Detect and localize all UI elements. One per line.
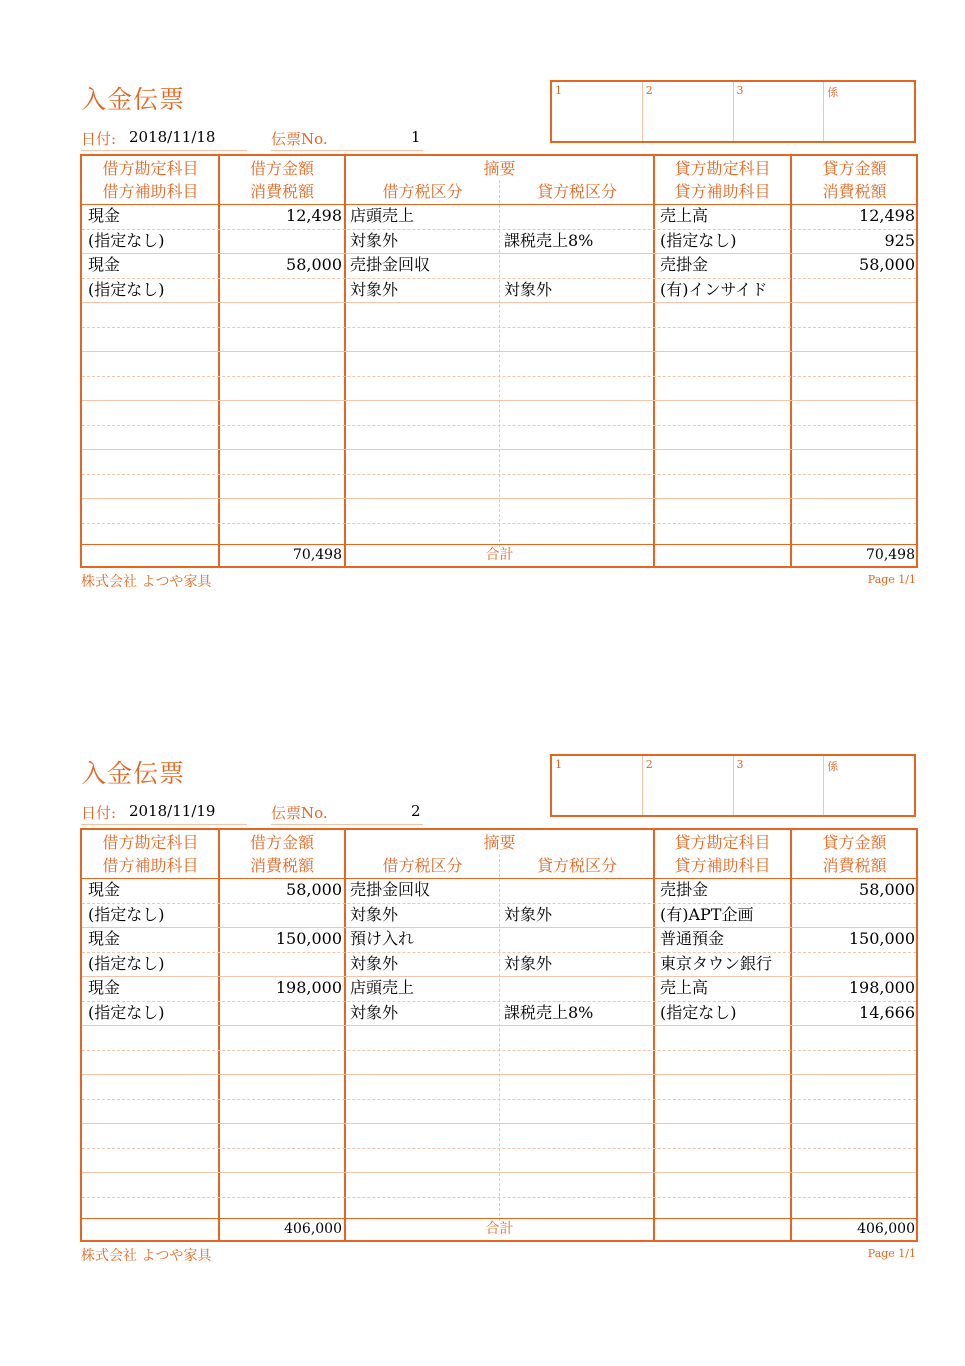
page-indicator: Page 1/1 [867,573,916,586]
debit-account: 現金 [88,880,121,899]
header-credit-sub: 貸方補助科目 [674,182,771,201]
header-debit-tax-class: 借方税区分 [382,182,463,201]
debit-amount: 12,498 [286,206,342,225]
header-summary: 摘要 [483,833,516,852]
row-divider [82,498,916,499]
header-credit-account: 貸方勘定科目 [674,833,771,852]
row-divider [82,425,916,426]
journal-table [80,828,918,1242]
debit-tax-class: 対象外 [350,1002,399,1022]
date-label: 日付: [81,130,117,148]
header-debit-sub: 借方補助科目 [102,182,199,201]
debit-total: 406,000 [284,1221,342,1237]
row-divider [82,278,916,279]
credit-sub-account: (指定なし) [660,230,737,250]
stamp-cell[interactable]: 1 [552,756,643,815]
debit-sub-account: (指定なし) [88,279,165,299]
credit-tax-class: 課税売上8% [504,1002,594,1022]
header-credit-amount: 貸方金額 [822,159,887,178]
summary-text: 店頭売上 [350,978,415,997]
column-divider [653,830,655,1240]
total-label: 合計 [485,1221,514,1237]
slip-number-underline [271,150,423,151]
header-debit-account: 借方勘定科目 [102,159,199,178]
credit-amount: 198,000 [848,978,915,997]
debit-account: 現金 [88,929,121,948]
row-divider [82,253,916,254]
header-divider [82,878,916,879]
row-divider [82,1123,916,1124]
debit-tax-class: 対象外 [350,953,399,973]
approval-stamp-box [550,754,916,817]
row-divider [82,1172,916,1173]
company-name: 株式会社 よつや家具 [81,574,212,590]
debit-tax-class: 対象外 [350,904,399,924]
stamp-cell[interactable]: 3 [734,756,825,815]
credit-sub-account: (指定なし) [660,1002,737,1022]
voucher-slip [0,752,965,1272]
row-divider [82,1001,916,1002]
row-divider [82,1074,916,1075]
row-divider [82,952,916,953]
credit-amount: 58,000 [859,255,915,274]
header-credit-sub: 貸方補助科目 [674,856,771,875]
column-divider [218,156,220,566]
row-divider [82,976,916,977]
header-debit-tax: 消費税額 [249,182,314,201]
row-divider [82,1197,916,1198]
row-divider [82,449,916,450]
credit-amount: 58,000 [859,880,915,899]
header-credit-account: 貸方勘定科目 [674,159,771,178]
credit-account: 売上高 [660,206,709,225]
header-credit-tax-class: 貸方税区分 [536,856,617,875]
credit-amount: 150,000 [848,929,915,948]
header-credit-tax: 消費税額 [822,856,887,875]
header-credit-amount: 貸方金額 [822,833,887,852]
row-divider [82,327,916,328]
column-divider [790,156,792,566]
slip-number-label: 伝票No. [271,804,328,822]
summary-text: 売掛金回収 [350,880,431,899]
header-debit-amount: 借方金額 [249,159,314,178]
header-debit-sub: 借方補助科目 [102,856,199,875]
debit-total: 70,498 [293,547,342,563]
debit-sub-account: (指定なし) [88,904,165,924]
credit-amount: 12,498 [859,206,915,225]
date-underline [81,150,247,151]
stamp-cell[interactable]: 係 [827,86,839,99]
header-debit-account: 借方勘定科目 [102,833,199,852]
header-credit-tax: 消費税額 [822,182,887,201]
row-divider [82,523,916,524]
header-debit-tax-class: 借方税区分 [382,856,463,875]
stamp-cell[interactable]: 1 [552,82,643,141]
debit-sub-account: (指定なし) [88,953,165,973]
row-divider [82,302,916,303]
credit-account: 売上高 [660,978,709,997]
row-divider [82,1050,916,1051]
credit-account: 売掛金 [660,880,709,899]
summary-text: 店頭売上 [350,206,415,225]
credit-tax-amount: 14,666 [859,1002,915,1022]
credit-total: 70,498 [866,547,915,563]
slip-title: 入金伝票 [81,85,186,114]
total-label: 合計 [485,547,514,563]
row-divider [82,376,916,377]
credit-account: 売掛金 [660,255,709,274]
page-indicator: Page 1/1 [867,1247,916,1260]
header-debit-tax: 消費税額 [249,856,314,875]
summary-text: 預け入れ [350,929,415,948]
stamp-cell[interactable]: 2 [643,82,734,141]
credit-account: 普通預金 [660,929,725,948]
credit-tax-amount: 925 [884,230,915,250]
row-divider [82,351,916,352]
header-divider [82,204,916,205]
debit-account: 現金 [88,978,121,997]
stamp-cell[interactable]: 3 [734,82,825,141]
header-debit-amount: 借方金額 [249,833,314,852]
summary-split-divider [499,180,500,547]
column-divider [790,830,792,1240]
stamp-cell[interactable]: 2 [643,756,734,815]
debit-amount: 58,000 [286,255,342,274]
credit-sub-account: (有)インサイド [660,279,768,299]
row-divider [82,1148,916,1149]
date-value: 2018/11/19 [129,802,216,820]
row-divider [82,1025,916,1026]
slip-number-underline [271,824,423,825]
debit-account: 現金 [88,255,121,274]
debit-sub-account: (指定なし) [88,230,165,250]
slip-number-value: 1 [411,128,421,146]
row-divider [82,474,916,475]
debit-amount: 198,000 [275,978,342,997]
summary-split-divider [499,854,500,1221]
credit-tax-class: 対象外 [504,904,553,924]
debit-tax-class: 対象外 [350,279,399,299]
date-underline [81,824,247,825]
debit-amount: 150,000 [275,929,342,948]
row-divider [82,400,916,401]
credit-sub-account: (有)APT企画 [660,904,754,924]
date-label: 日付: [81,804,117,822]
credit-total: 406,000 [857,1221,915,1237]
stamp-cell[interactable]: 係 [827,760,839,773]
date-value: 2018/11/18 [129,128,216,146]
summary-text: 売掛金回収 [350,255,431,274]
slip-number-label: 伝票No. [271,130,328,148]
header-credit-tax-class: 貸方税区分 [536,182,617,201]
credit-tax-class: 対象外 [504,953,553,973]
debit-account: 現金 [88,206,121,225]
debit-tax-class: 対象外 [350,230,399,250]
header-summary: 摘要 [483,159,516,178]
credit-tax-class: 課税売上8% [504,230,594,250]
journal-table [80,154,918,568]
slip-number-value: 2 [411,802,421,820]
row-divider [82,903,916,904]
column-divider [344,830,346,1240]
row-divider [82,927,916,928]
voucher-slip [0,78,965,598]
slip-title: 入金伝票 [81,759,186,788]
column-divider [344,156,346,566]
column-divider [653,156,655,566]
approval-stamp-box [550,80,916,143]
column-divider [218,830,220,1240]
row-divider [82,229,916,230]
company-name: 株式会社 よつや家具 [81,1248,212,1264]
credit-tax-class: 対象外 [504,279,553,299]
debit-amount: 58,000 [286,880,342,899]
row-divider [82,1099,916,1100]
credit-sub-account: 東京タウン銀行 [660,953,773,973]
debit-sub-account: (指定なし) [88,1002,165,1022]
